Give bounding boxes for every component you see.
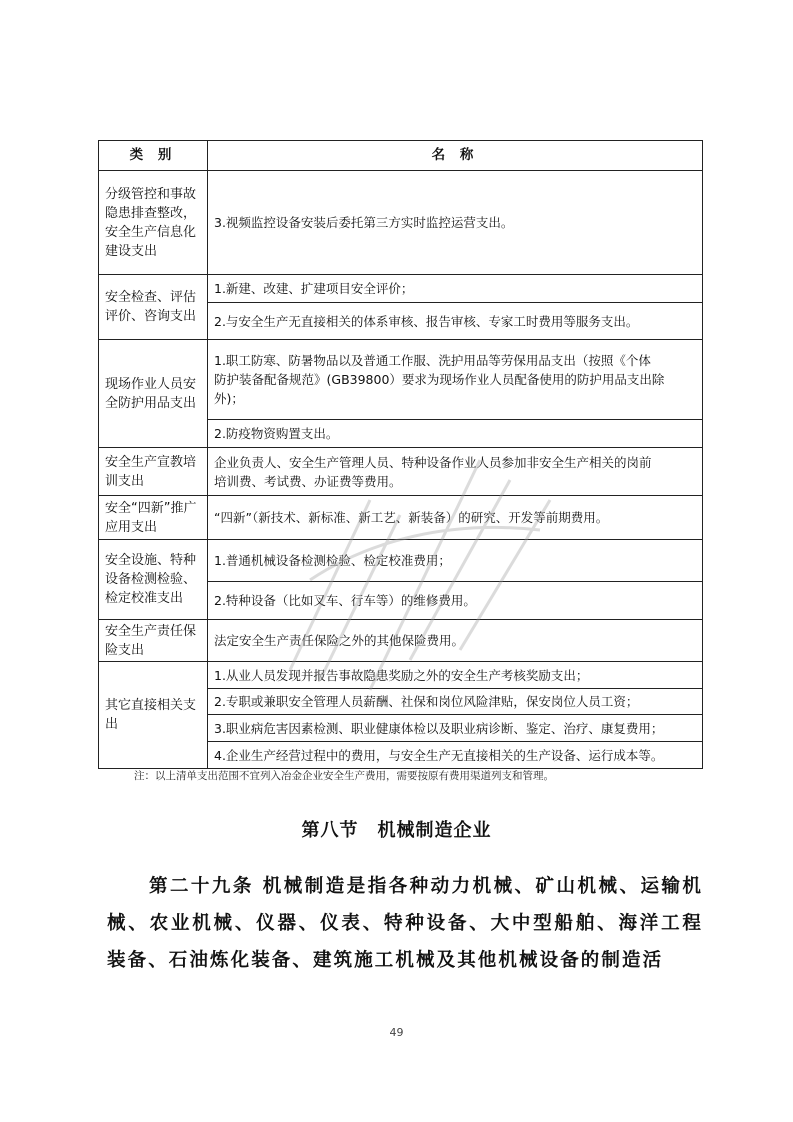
table-row xyxy=(99,171,703,275)
table-row xyxy=(99,275,703,303)
page-number: 49 xyxy=(389,1026,404,1039)
category-cell: 安全生产责任保险支出 xyxy=(99,620,208,662)
body-paragraph: 第二十九条 机械制造是指各种动力机械、矿山机械、运输机械、农业机械、仪器、仪表、特种设备、大中型船舶、海洋工程装备、石油炼化装备、建筑施工机械及其他机械设备的制造活 xyxy=(107,876,703,971)
item-cell: 法定安全生产责任保险之外的其他保险费用。 xyxy=(208,620,703,662)
category-cell: 安全生产宣教培训支出 xyxy=(99,448,208,496)
category-cell: 分级管控和事故隐患排查整改，安全生产信息化建设支出 xyxy=(99,171,208,275)
item-cell: 2.与安全生产无直接相关的体系审核、报告审核、专家工时费用等服务支出。 xyxy=(208,303,703,340)
category-cell: 安全“四新”推广应用支出 xyxy=(99,496,208,540)
category-cell: 现场作业人员安全防护用品支出 xyxy=(99,340,208,448)
item-cell: 3.视频监控设备安装后委托第三方实时监控运营支出。 xyxy=(208,171,703,275)
category-cell: 安全设施、特种设备检测检验、检定校准支出 xyxy=(99,540,208,620)
table-row xyxy=(99,496,703,540)
table-row xyxy=(99,662,703,689)
header-name: 名 称 xyxy=(208,141,703,171)
item-cell: 2.专职或兼职安全管理人员薪酬、社保和岗位风险津贴，保安岗位人员工资； xyxy=(208,689,703,715)
table-note: 注：以上清单支出范围不宜列入冶金企业安全生产费用，需要按原有费用渠道列支和管理。 xyxy=(134,770,554,782)
item-cell: 企业负责人、安全生产管理人员、特种设备作业人员参加非安全生产相关的岗前 培训费、考试费、办证费等费用。 xyxy=(208,448,703,496)
item-cell: 1.职工防寒、防暑物品以及普通工作服、洗护用品等劳保用品支出（按照《个体 防护装备配备规范》(GB39800）要求为现场作业人员配备使用的防护用品支出除 外)； xyxy=(208,340,703,420)
item-cell: 2.防疫物资购置支出。 xyxy=(208,420,703,448)
item-cell: 4.企业生产经营过程中的费用，与安全生产无直接相关的生产设备、运行成本等。 xyxy=(208,742,703,769)
table-row xyxy=(99,540,703,582)
item-cell: 1.从业人员发现并报告事故隐患奖励之外的安全生产考核奖励支出； xyxy=(208,662,703,689)
category-cell: 其它直接相关支出 xyxy=(99,662,208,769)
item-cell: “四新”（新技术、新标准、新工艺、新装备）的研究、开发等前期费用。 xyxy=(208,496,703,540)
item-cell: 1.新建、改建、扩建项目安全评价； xyxy=(208,275,703,303)
table-header-row xyxy=(99,141,703,171)
item-cell: 1.普通机械设备检测检验、检定校准费用； xyxy=(208,540,703,582)
category-cell: 安全检查、评估评价、咨询支出 xyxy=(99,275,208,340)
header-category: 类 别 xyxy=(99,141,208,171)
table-row xyxy=(99,448,703,496)
expense-table xyxy=(98,140,703,769)
table-row xyxy=(99,340,703,420)
table-row xyxy=(99,620,703,662)
item-cell: 2.特种设备（比如叉车、行车等）的维修费用。 xyxy=(208,582,703,620)
section-title: 第八节 机械制造企业 xyxy=(301,820,492,841)
item-cell: 3.职业病危害因素检测、职业健康体检以及职业病诊断、鉴定、治疗、康复费用； xyxy=(208,715,703,742)
